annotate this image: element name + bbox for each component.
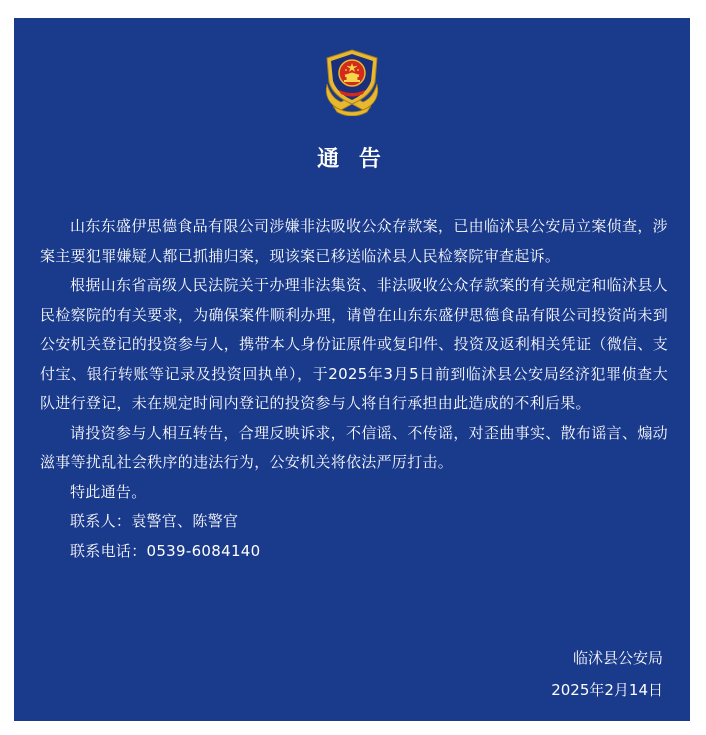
signature-block xyxy=(551,642,663,706)
paragraph-registration: 根据山东省高级人民法院关于办理非法集资、非法吸收公众存款案的有关规定和临沭县人民检察院的有关要求，为确保案件顺利办理，请曾在山东东盛伊思德食品有限公司投资尚未到公安机关登记的投资参与人，携带本人身份证原件或复印件、投资及返利相关凭证（微信、支付宝、银行转账等记录及投资回执单），于2025年3月5日前到临沭县公安局经济犯罪侦查大队进行登记，未在规定时间内登记的投资参与人将自行承担由此造成的不利后果。 xyxy=(40,276,668,412)
paragraph-closing: 特此通告。 xyxy=(70,482,147,501)
paragraph-case-info: 山东东盛伊思德食品有限公司涉嫌非法吸收公众存款案，已由临沭县公安局立案侦查，涉案主要犯罪嫌疑人都已抓捕归案，现该案已移送临沭县人民检察院审查起诉。 xyxy=(40,217,668,265)
notice-body xyxy=(40,212,668,566)
notice-panel xyxy=(14,18,690,721)
issue-date: 2025年2月14日 xyxy=(551,681,663,699)
issuer-name: 临沭县公安局 xyxy=(572,649,663,667)
police-emblem-icon xyxy=(319,46,385,116)
contact-person: 联系人：袁警官、陈警官 xyxy=(70,512,239,530)
notice-title: 通 告 xyxy=(317,147,387,172)
contact-phone: 联系电话：0539-6084140 xyxy=(70,541,261,560)
paragraph-warning: 请投资参与人相互转告，合理反映诉求，不信谣、不传谣，对歪曲事实、散布谣言、煽动滋事等扰乱社会秩序的违法行为，公安机关将依法严厉打击。 xyxy=(40,423,668,471)
